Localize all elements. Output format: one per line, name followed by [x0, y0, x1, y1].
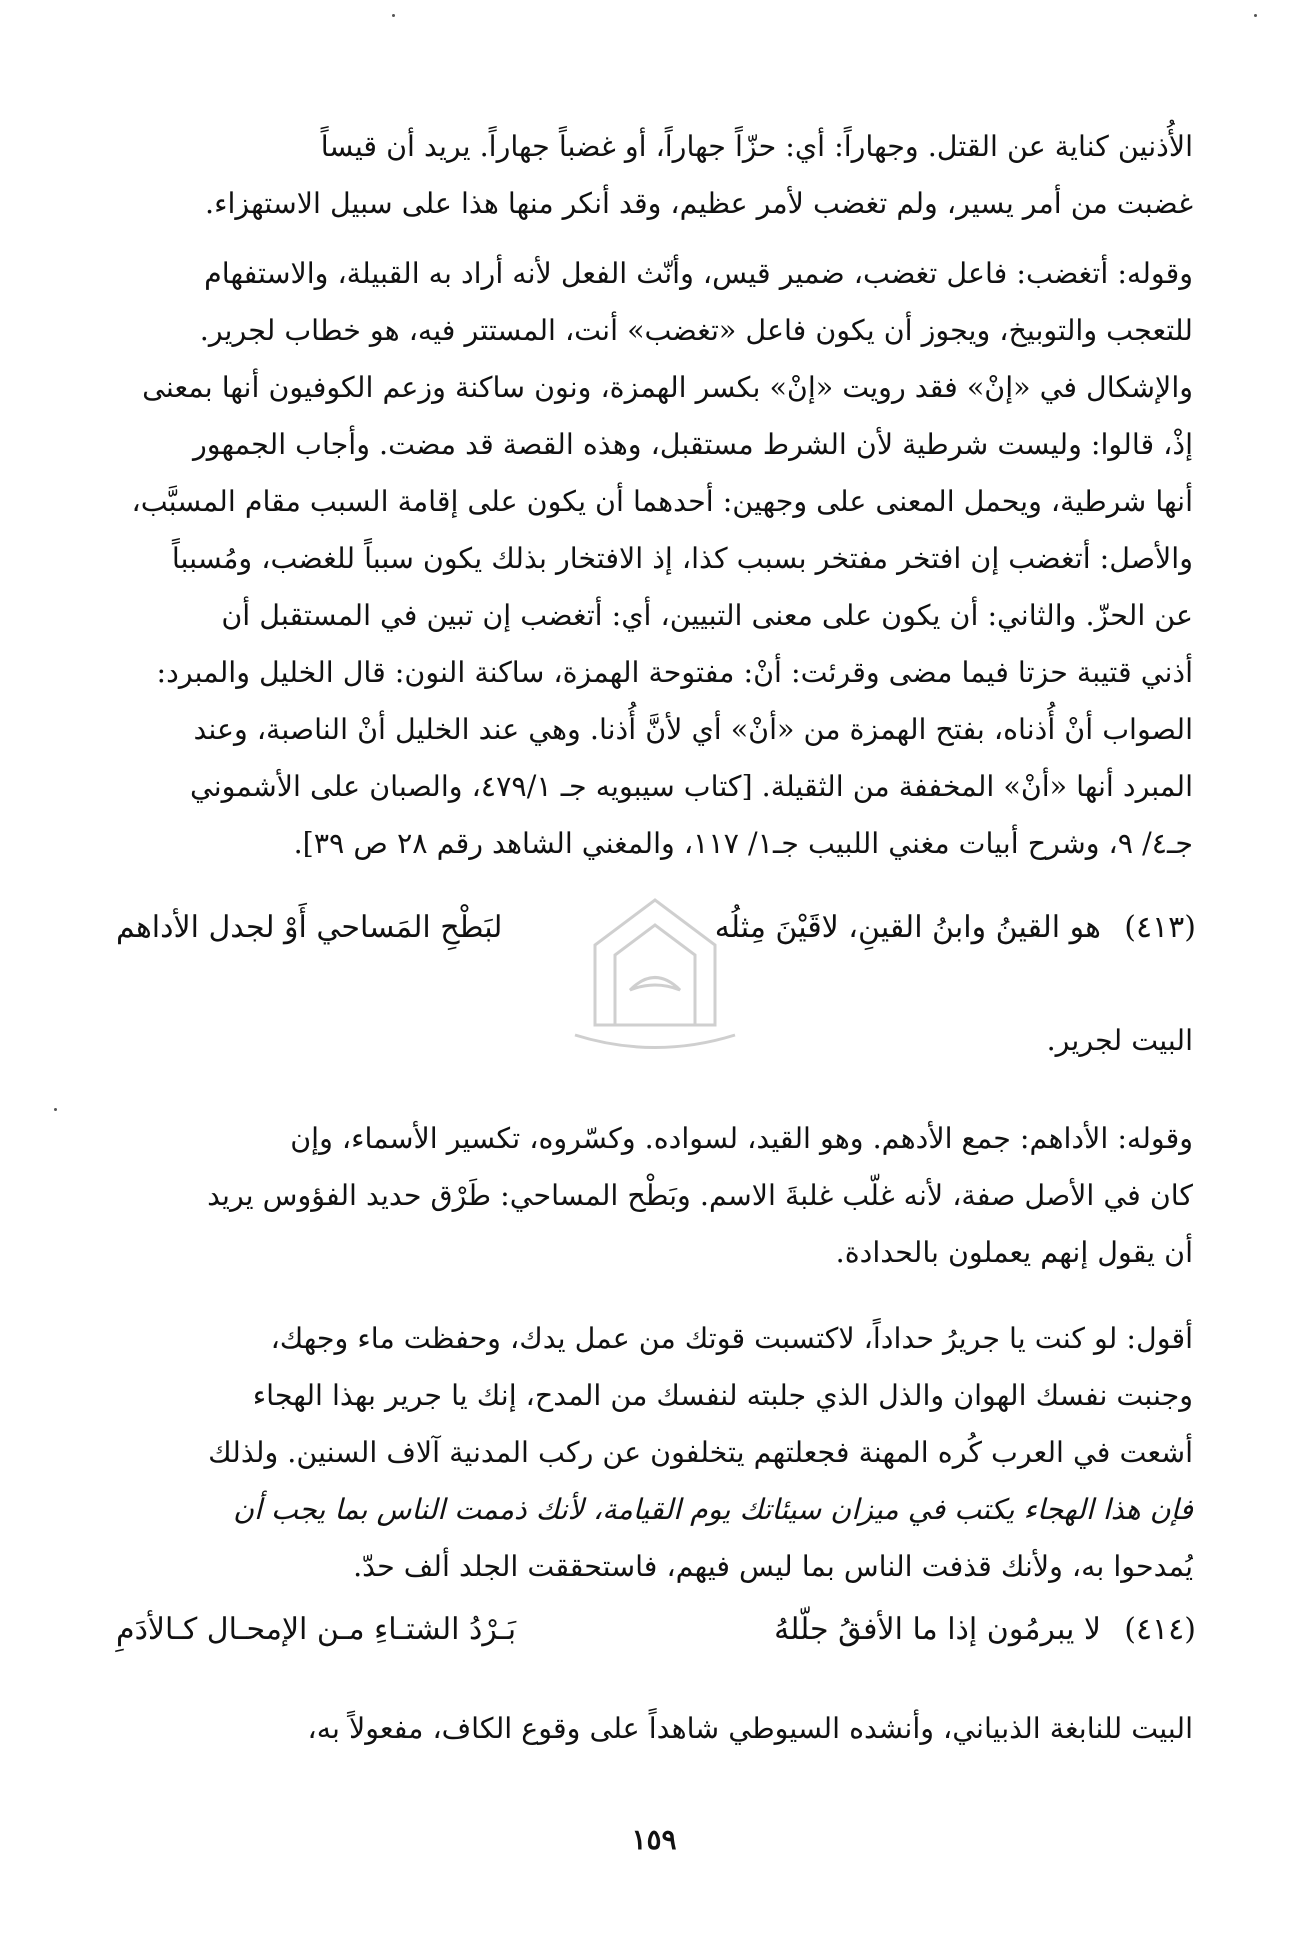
verse-hemistich-1: لا يبرمُون إذا ما الأفقُ جلّلهُ [774, 1612, 1101, 1647]
verse-number: (٤١٤) [1124, 1612, 1196, 1647]
speck [392, 14, 395, 17]
verse-413-attribution: البيت لجرير. [1046, 1024, 1193, 1057]
verse-hemistich-1: هو القينُ وابنُ القينِ، لاقَيْنَ مِثلُه [714, 910, 1101, 945]
paragraph-2: وقوله: أتغضب: فاعل تغضب، ضمير قيس، وأنّث الفعل لأنه أراد به القبيلة، والاستفهام للتعجب والتوبيخ، ويجوز أن يكون فاعل «تغضب» أنت، المستتر فيه، هو خطاب لجرير. والإشكال في «إنْ» فقد رويت «إنْ» بكسر الهمزة، ونون ساكنة وزعم الكوفيون أنها بمعنى إذْ، قالوا: وليست شرطية لأن الشرط مستقبل، وهذه القصة قد مضت. وأجاب الجمهور أنها شرطية، ويحمل المعنى على وجهين: أحدهما أن يكون على إقامة السبب مقام المسبَّب، والأصل: أتغضب إن افتخر مفتخر بسبب كذا، إذ الافتخار بذلك يكون سبباً للغضب، ومُسبباً عن الحزّ. والثاني: أن يكون على معنى التبيين، أي: أتغضب إن تبين في المستقبل أن أذني قتيبة حزتا فيما مضى وقرئت: أنْ: مفتوحة الهمزة، ساكنة النون: قال الخليل والمبرد: الصواب أنْ أُذناه، بفتح الهمزة من «أنْ» أي لأنَّ أُذنا. وهي عند الخليل أنْ الناصبة، وعند المبرد أنها «أنْ» المخففة من الثقيلة. [كتاب سيبويه جـ ٤٧٩/١، والصبان على الأشموني جـ٤/ ٩، وشرح أبيات مغني اللبيب جـ١/ ١١٧، والمغني الشاهد رقم ٢٨ ص ٣٩]. [131, 257, 1193, 860]
page-number: ١٥٩ [631, 1823, 677, 1856]
paragraph-5: البيت للنابغة الذبياني، وأنشده السيوطي شاهداً على وقوع الكاف، مفعولاً به، [307, 1712, 1193, 1745]
speck [1254, 14, 1257, 17]
verse-hemistich-2: لبَطْحِ المَساحي أَوْ لجدل الأداهم [116, 910, 503, 945]
verse-414 [116, 1612, 1196, 1672]
verse-hemistich-2: بَـرْدُ الشتـاءِ مـن الإمحـال كـالأدَمِ [116, 1612, 517, 1647]
verse-number: (٤١٣) [1124, 910, 1196, 945]
watermark-seal-icon [555, 875, 755, 1050]
paragraph-1: الأُذنين كناية عن القتل. وجهاراً: أي: حزّاً جهاراً، أو غضباً جهاراً. يريد أن قيساً غضبت من أمر يسير، ولم تغضب لأمر عظيم، وقد أنكر منها هذا على سبيل الاستهزاء. [205, 130, 1193, 220]
paragraph-3: وقوله: الأداهم: جمع الأدهم. وهو القيد، لسواده. وكسّروه، تكسير الأسماء، وإن كان في الأصل صفة، لأنه غلّب غلبةَ الاسم. وبَطْح المساحي: طَرْق حديد الفؤوس يريد أن يقول إنهم يعملون بالحدادة. [207, 1122, 1193, 1269]
speck [54, 1108, 57, 1111]
paragraph-4: أقول: لو كنت يا جريرُ حداداً، لاكتسبت قوتك من عمل يدك، وحفظت ماء وجهك، وجنبت نفسك الهوان والذل الذي جلبته لنفسك من المدح، إنك يا جرير بهذا الهجاء أشعت في العرب كُره المهنة فجعلتهم يتخلفون عن ركب المدنية آلاف السنين. ولذلك فإن هذا الهجاء يكتب في ميزان سيئاتك يوم القيامة، لأنك ذممت الناس بما يجب أن يُمدحوا به، ولأنك قذفت الناس بما ليس فيهم، فاستحققت الجلد ألف حدّ. [208, 1322, 1193, 1583]
